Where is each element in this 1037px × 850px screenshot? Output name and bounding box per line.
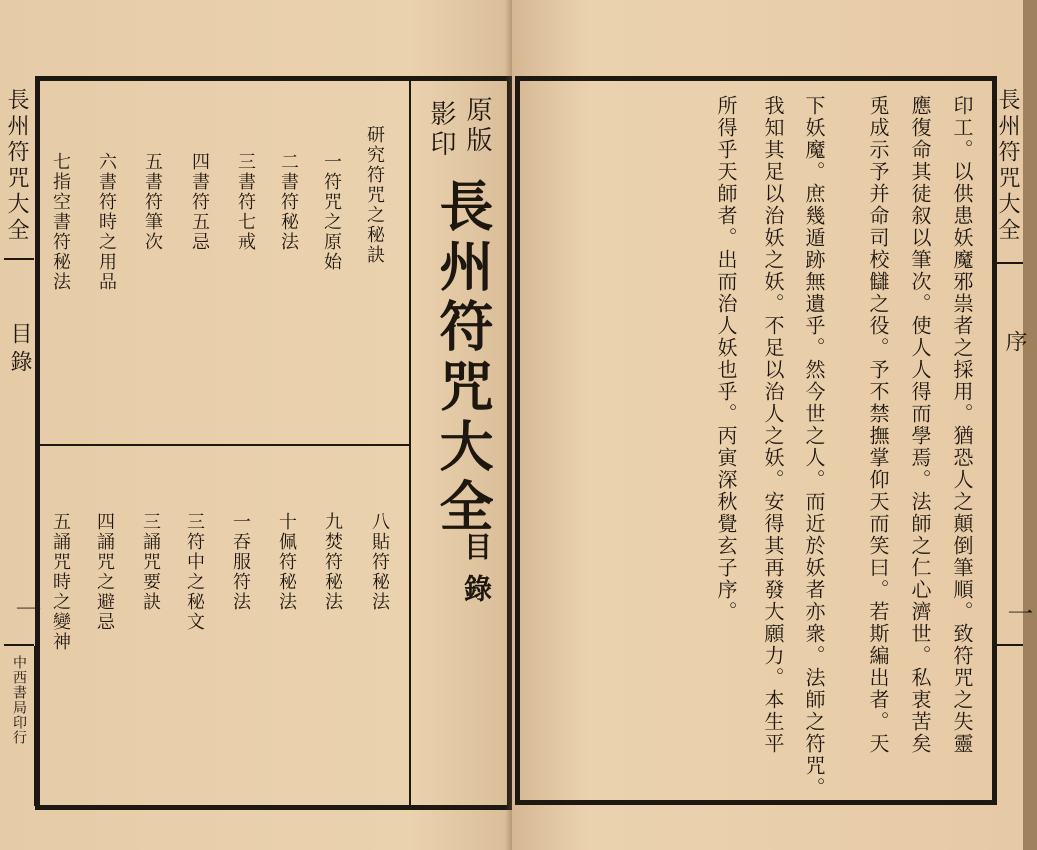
publisher-imprint: 中西書局印行 <box>11 655 27 745</box>
left-page <box>0 0 512 850</box>
margin-rule <box>4 258 34 260</box>
foreword-col-0: 印工。以供患妖魔邪祟者之採用。猶恐人之顛倒筆順。致符咒之失靈 <box>950 95 974 755</box>
toc-upper-4: 四書符五忌 <box>189 152 210 252</box>
toc-lower-0: 八貼符秘法 <box>369 512 390 612</box>
toc-upper-3: 三書符七戒 <box>235 152 256 252</box>
contents-label: 目錄 <box>460 532 493 616</box>
title-divider <box>409 80 411 805</box>
toc-lower-6: 四誦咒之避忌 <box>94 512 115 632</box>
margin-rule-lower <box>4 644 34 646</box>
toc-lower-1: 九焚符秘法 <box>322 512 343 612</box>
right-margin-title: 長州符咒大全 <box>995 88 1020 244</box>
edition-original: 原版 <box>462 96 492 156</box>
foreword-col-1: 應復命其徒叙以筆次。使人人得而學焉。法師之仁心濟世。私衷苦矣 <box>908 95 932 755</box>
toc-upper-2: 二書符秘法 <box>278 152 299 252</box>
toc-lower-3: 一吞服符法 <box>230 512 251 612</box>
toc-upper-0: 研究符咒之秘訣 <box>364 125 385 265</box>
edition-photo: 影印 <box>426 100 456 160</box>
right-margin-rule-lower <box>996 644 1023 646</box>
toc-lower-5: 三誦咒要訣 <box>140 512 161 612</box>
foreword-col-5: 所得乎天師者。出而治人妖也乎。丙寅深秋覺玄子序。 <box>714 95 738 623</box>
right-margin-page-number: 一 <box>1003 600 1033 626</box>
foreword-col-4: 我知其足以治妖之妖。不足以治人之妖。安得其再發大願力。本生平 <box>761 95 785 755</box>
toc-lower-4: 三符中之秘文 <box>184 512 205 632</box>
contents-divider <box>40 444 410 446</box>
foreword-col-3: 下妖魔。庶幾遁跡無遺乎。然今世之人。而近於妖者亦衆。法師之符咒。 <box>802 95 826 799</box>
right-margin-rule <box>996 262 1023 264</box>
margin-page-number: 一 <box>11 596 41 622</box>
toc-upper-6: 六書符時之用品 <box>96 152 117 292</box>
book-title: 長州符咒大全 <box>431 178 495 538</box>
margin-title: 長州符咒大全 <box>4 88 29 244</box>
toc-lower-7: 五誦咒時之變神 <box>50 512 71 652</box>
right-page <box>512 0 1033 850</box>
toc-upper-7: 七指空書符秘法 <box>50 152 71 292</box>
toc-lower-2: 十佩符秘法 <box>276 512 297 612</box>
toc-upper-5: 五書符筆次 <box>142 152 163 252</box>
foreword-col-2: 兎成示予并命司校讎之役。予不禁撫掌仰天而笑曰。若斯編出者。天 <box>866 95 890 755</box>
right-margin-section: 序 <box>1002 330 1027 352</box>
margin-section: 目錄 <box>7 322 32 378</box>
toc-upper-1: 一符咒之原始 <box>321 152 342 272</box>
